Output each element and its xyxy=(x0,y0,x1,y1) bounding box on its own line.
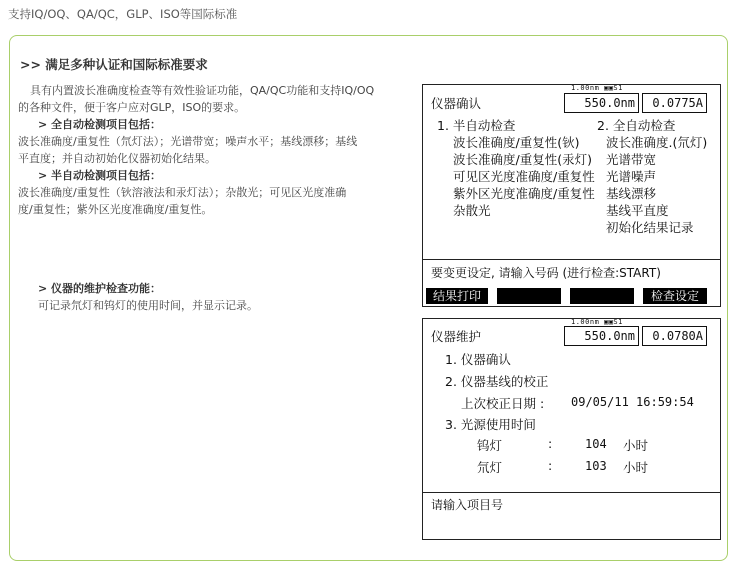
intro-line-2: 的各种文件，便于客户应对GLP，ISO的要求。 xyxy=(18,101,246,114)
auto-item-6: 初始化结果记录 xyxy=(606,220,694,235)
wavelength-readout: 550.0nm xyxy=(564,93,639,113)
last-calibration-value: 09/05/11 16:59:54 xyxy=(571,395,694,409)
input-prompt: 要变更设定, 请输入号码 (进行检查:START) xyxy=(431,266,661,280)
section-heading: >> 满足多种认证和国际标准要求 xyxy=(20,57,208,72)
semi-item-4: 紫外区光度准确度/重复性 xyxy=(453,186,595,201)
prompt-divider xyxy=(423,492,720,493)
maintenance-title: > 仪器的维护检查功能： xyxy=(38,282,162,295)
auto-item-4: 基线漂移 xyxy=(606,186,657,201)
maintenance-line-1: 可记录氘灯和钨灯的使用时间，并显示记录。 xyxy=(38,299,258,312)
absorbance-readout: 0.0780A xyxy=(642,326,707,346)
semi-item-5: 杂散光 xyxy=(453,203,491,218)
screen-title: 仪器维护 xyxy=(431,329,482,344)
wavelength-readout: 550.0nm xyxy=(564,326,639,346)
instrument-validation-screen xyxy=(422,84,721,307)
intro-line-1: 具有内置波长准确度检查等有效性验证功能，QA/QC功能和支持IQ/OQ xyxy=(30,84,375,97)
menu-item-validation[interactable]: 1. 仪器确认 xyxy=(445,352,511,367)
input-prompt: 请输入项目号 xyxy=(431,498,504,512)
blank-softkey-2[interactable] xyxy=(497,288,561,304)
check-settings-softkey[interactable]: 检查设定 xyxy=(643,288,707,304)
auto-item-3: 光谱噪声 xyxy=(606,169,657,184)
instrument-maintenance-screen xyxy=(422,318,721,540)
full-auto-heading[interactable]: 2. 全自动检查 xyxy=(597,118,676,133)
semi-item-3: 可见区光度准确度/重复性 xyxy=(453,169,595,184)
tungsten-lamp-separator: : xyxy=(548,436,553,451)
tungsten-lamp-label: 钨灯 xyxy=(477,438,503,453)
last-calibration-label: 上次校正日期 : xyxy=(461,396,545,411)
semi-check-title: > 半自动检测项目包括： xyxy=(38,169,162,182)
print-results-softkey[interactable]: 结果打印 xyxy=(426,288,488,304)
auto-check-title: > 全自动检测项目包括： xyxy=(38,118,162,131)
semi-item-2: 波长准确度/重复性(汞灯) xyxy=(453,152,592,167)
deuterium-lamp-hours: 103 xyxy=(585,459,607,473)
auto-item-5: 基线平直度 xyxy=(606,203,669,218)
auto-item-1: 波长准确度.(氘灯) xyxy=(606,135,708,150)
semi-check-line-2: 度/重复性；紫外区光度准确度/重复性。 xyxy=(18,203,213,216)
status-indicator: 1.00nm ▣▣S1 xyxy=(571,318,623,326)
auto-check-line-1: 波长准确度/重复性（氘灯法）；光谱带宽；噪声水平；基线漂移；基线 xyxy=(18,135,358,148)
deuterium-lamp-unit: 小时 xyxy=(623,460,649,475)
semi-check-line-1: 波长准确度/重复性（钬溶液法和汞灯法）；杂散光；可见区光度准确 xyxy=(18,186,347,199)
page-caption: 支持IQ/OQ、QA/QC，GLP、ISO等国际标准 xyxy=(8,7,238,21)
menu-item-lamp-hours[interactable]: 3. 光源使用时间 xyxy=(445,417,536,432)
auto-item-2: 光谱带宽 xyxy=(606,152,657,167)
tungsten-lamp-unit: 小时 xyxy=(623,438,649,453)
feature-panel xyxy=(9,35,728,561)
tungsten-lamp-hours: 104 xyxy=(585,437,607,451)
menu-item-baseline-correction[interactable]: 2. 仪器基线的校正 xyxy=(445,374,549,389)
semi-item-1: 波长准确度/重复性(钬) xyxy=(453,135,580,150)
deuterium-lamp-separator: : xyxy=(548,458,553,473)
screen-title: 仪器确认 xyxy=(431,96,482,111)
status-indicator: 1.00nm ▣▣S1 xyxy=(571,84,623,92)
auto-check-line-2: 平直度；并自动初始化仪器初始化结果。 xyxy=(18,152,216,165)
absorbance-readout: 0.0775A xyxy=(642,93,707,113)
semi-auto-heading[interactable]: 1. 半自动检查 xyxy=(437,118,516,133)
intro-text xyxy=(18,82,422,218)
prompt-divider xyxy=(423,259,720,260)
deuterium-lamp-label: 氘灯 xyxy=(477,460,503,475)
maintenance-text xyxy=(18,280,422,314)
blank-softkey-3[interactable] xyxy=(570,288,634,304)
